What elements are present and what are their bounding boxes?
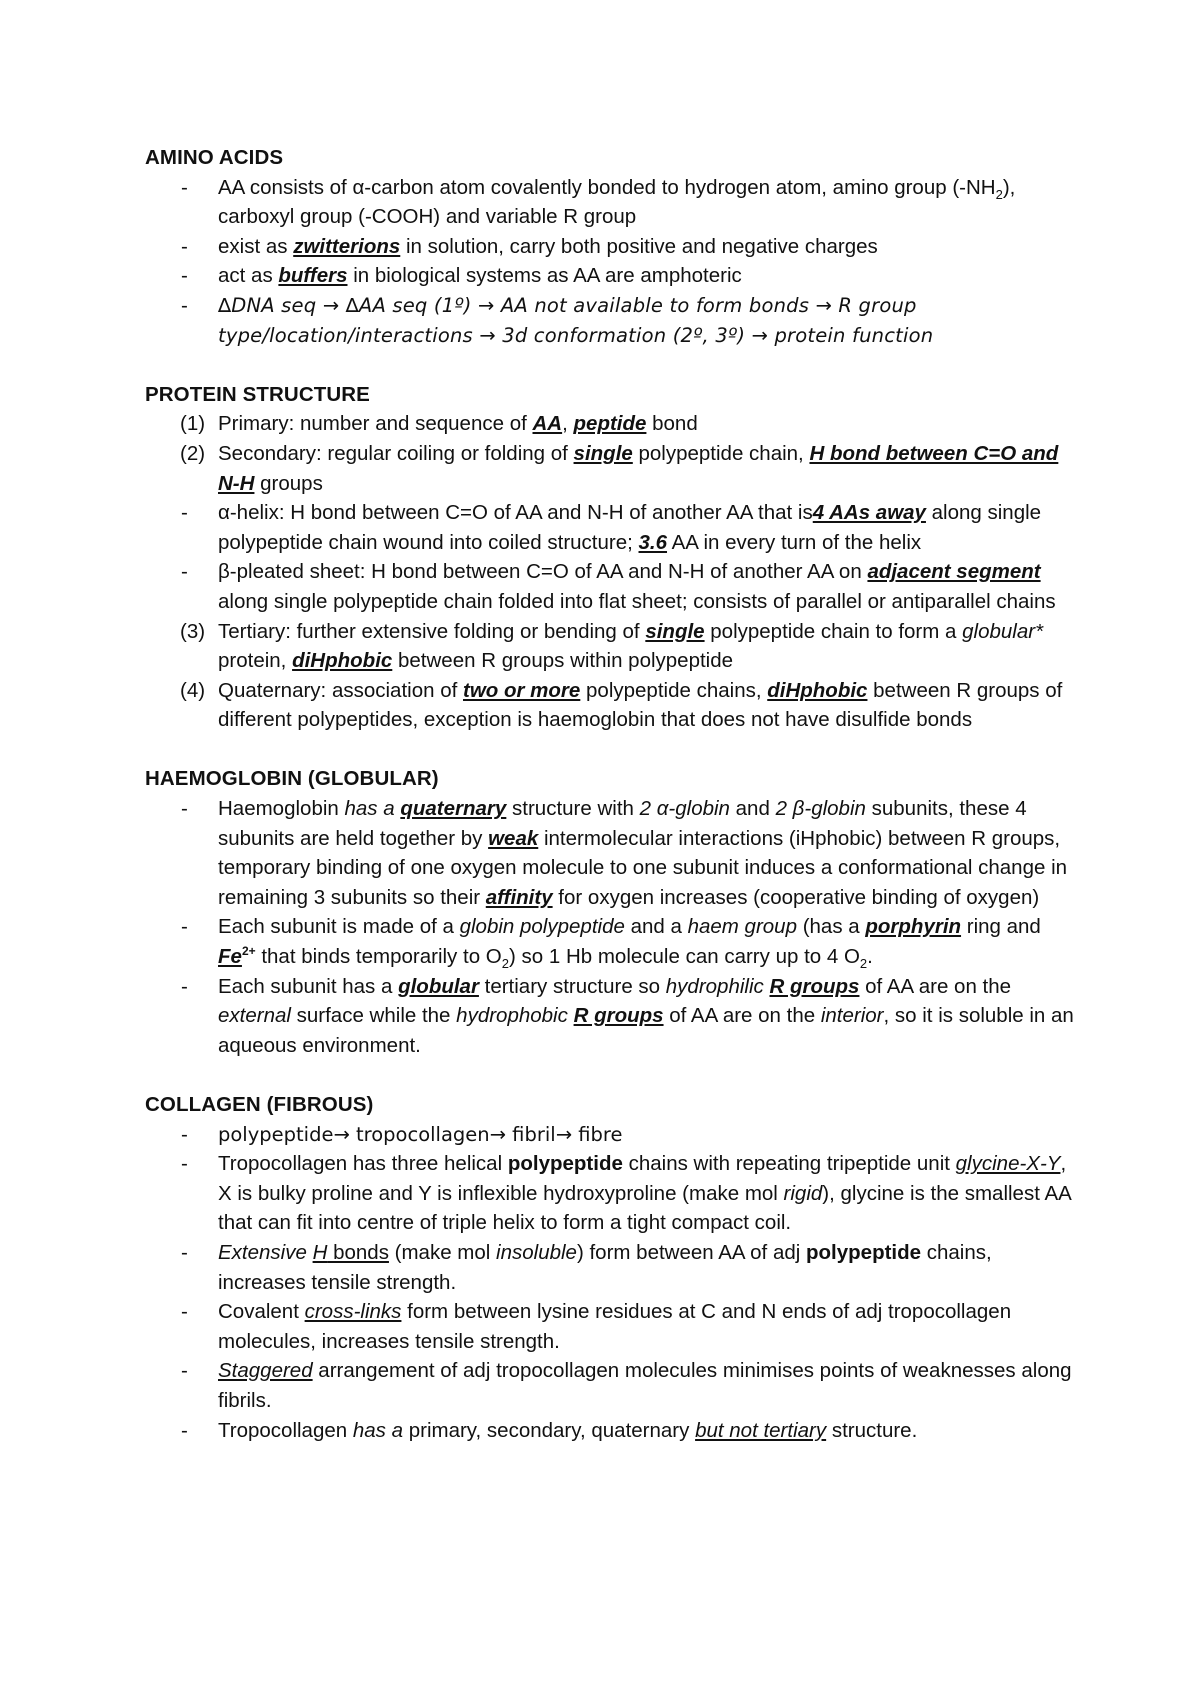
numbered-item: (1) Primary: number and sequence of AA, peptide bond <box>145 409 1075 439</box>
heading-collagen: COLLAGEN (FIBROUS) <box>145 1093 374 1116</box>
bullet-marker: - <box>181 974 188 998</box>
bullet-marker: - <box>181 175 188 199</box>
bullet-marker: - <box>181 234 188 258</box>
bullet-marker: - <box>181 1359 188 1383</box>
bullet-marker: - <box>181 293 188 317</box>
list-item: - Each subunit has a globular tertiary structure so hydrophilic R groups of AA are on the external surface while the hydrophobic R groups of AA are on the interior, so it is soluble in an aqueous environment. <box>145 972 1075 1061</box>
bullet-marker: - <box>181 1240 188 1264</box>
heading-amino-acids: AMINO ACIDS <box>145 146 284 169</box>
section-protein-structure <box>145 380 1075 735</box>
list-item: - Haemoglobin has a quaternary structure with 2 α-globin and 2 β-globin subunits, these 4 subunits are held together by weak intermolecular interactions (iHphobic) between R groups, temporary binding of one oxygen molecule to one subunit induces a conformational change in remaining 3 subunits so their affinity for oxygen increases (cooperative binding of oxygen) <box>145 794 1075 912</box>
bullet-marker: - <box>181 1122 188 1146</box>
list-item: - ∆DNA seq → ∆AA seq (1º) → AA not available to form bonds → R group type/location/interactions → 3d conformation (2º, 3º) → protein function <box>145 291 1075 350</box>
bullet-marker: - <box>181 915 188 939</box>
bullet-marker: - <box>181 1418 188 1442</box>
number-marker: (4) <box>180 678 206 702</box>
document-page <box>145 143 1075 1475</box>
list-item: - Tropocollagen has three helical polypeptide chains with repeating tripeptide unit glycine-X-Y, X is bulky proline and Y is inflexible hydroxyproline (make mol rigid), glycine is the smallest AA that can fit into centre of triple helix to form a tight compact coil. <box>145 1149 1075 1238</box>
list-item: - Staggered arrangement of adj tropocollagen molecules minimises points of weaknesses along fibrils. <box>145 1356 1075 1415</box>
section-amino-acids <box>145 143 1075 350</box>
list-item: - act as buffers in biological systems as AA are amphoteric <box>145 261 1075 291</box>
numbered-item: (4) Quaternary: association of two or more polypeptide chains, diHphobic between R groups of different polypeptides, exception is haemoglobin that does not have disulfide bonds <box>145 676 1075 735</box>
number-marker: (2) <box>180 441 206 465</box>
number-marker: (3) <box>180 619 206 643</box>
bullet-marker: - <box>181 1152 188 1176</box>
bullet-marker: - <box>181 264 188 288</box>
list-item: - Extensive H bonds (make mol insoluble) form between AA of adj polypeptide chains, increases tensile strength. <box>145 1238 1075 1297</box>
bullet-marker: - <box>181 501 188 525</box>
list-item: - β-pleated sheet: H bond between C=O of AA and N-H of another AA on adjacent segment along single polypeptide chain folded into flat sheet; consists of parallel or antiparallel chains <box>145 557 1075 616</box>
list-item: - Tropocollagen has a primary, secondary, quaternary but not tertiary structure. <box>145 1416 1075 1446</box>
numbered-item: (3) Tertiary: further extensive folding or bending of single polypeptide chain to form a globular* protein, diHphobic between R groups within polypeptide <box>145 617 1075 676</box>
section-haemoglobin <box>145 764 1075 1060</box>
list-item: - AA consists of α-carbon atom covalently bonded to hydrogen atom, amino group $(-NH_2)$, carboxyl group (-COOH) and variable R group <box>145 173 1075 232</box>
section-collagen <box>145 1090 1075 1445</box>
list-item: - exist as zwitterions in solution, carry both positive and negative charges <box>145 232 1075 262</box>
list-item: - polypeptide→ tropocollagen→ fibril→ fibre <box>145 1120 1075 1150</box>
bullet-marker: - <box>181 560 188 584</box>
bullet-marker: - <box>181 797 188 821</box>
list-item: - Each subunit is made of a globin polypeptide and a haem group (has a porphyrin ring and $Fe^{2+}$ that binds temporarily to $O_2$) so 1 Hb molecule can carry up to 4 $O_2$. <box>145 912 1075 971</box>
numbered-item: (2) Secondary: regular coiling or folding of single polypeptide chain, H bond between C=O and N-H groups <box>145 439 1075 498</box>
list-item: - α-helix: H bond between C=O of AA and N-H of another AA that is4 AAs away along single polypeptide chain wound into coiled structure; 3.6 AA in every turn of the helix <box>145 498 1075 557</box>
number-marker: (1) <box>180 412 206 436</box>
heading-protein-structure: PROTEIN STRUCTURE <box>145 382 370 406</box>
heading-haemoglobin: HAEMOGLOBIN (GLOBULAR) <box>145 767 439 791</box>
list-item: - Covalent cross-links form between lysine residues at C and N ends of adj tropocollagen molecules, increases tensile strength. <box>145 1297 1075 1356</box>
bullet-marker: - <box>181 1300 188 1324</box>
